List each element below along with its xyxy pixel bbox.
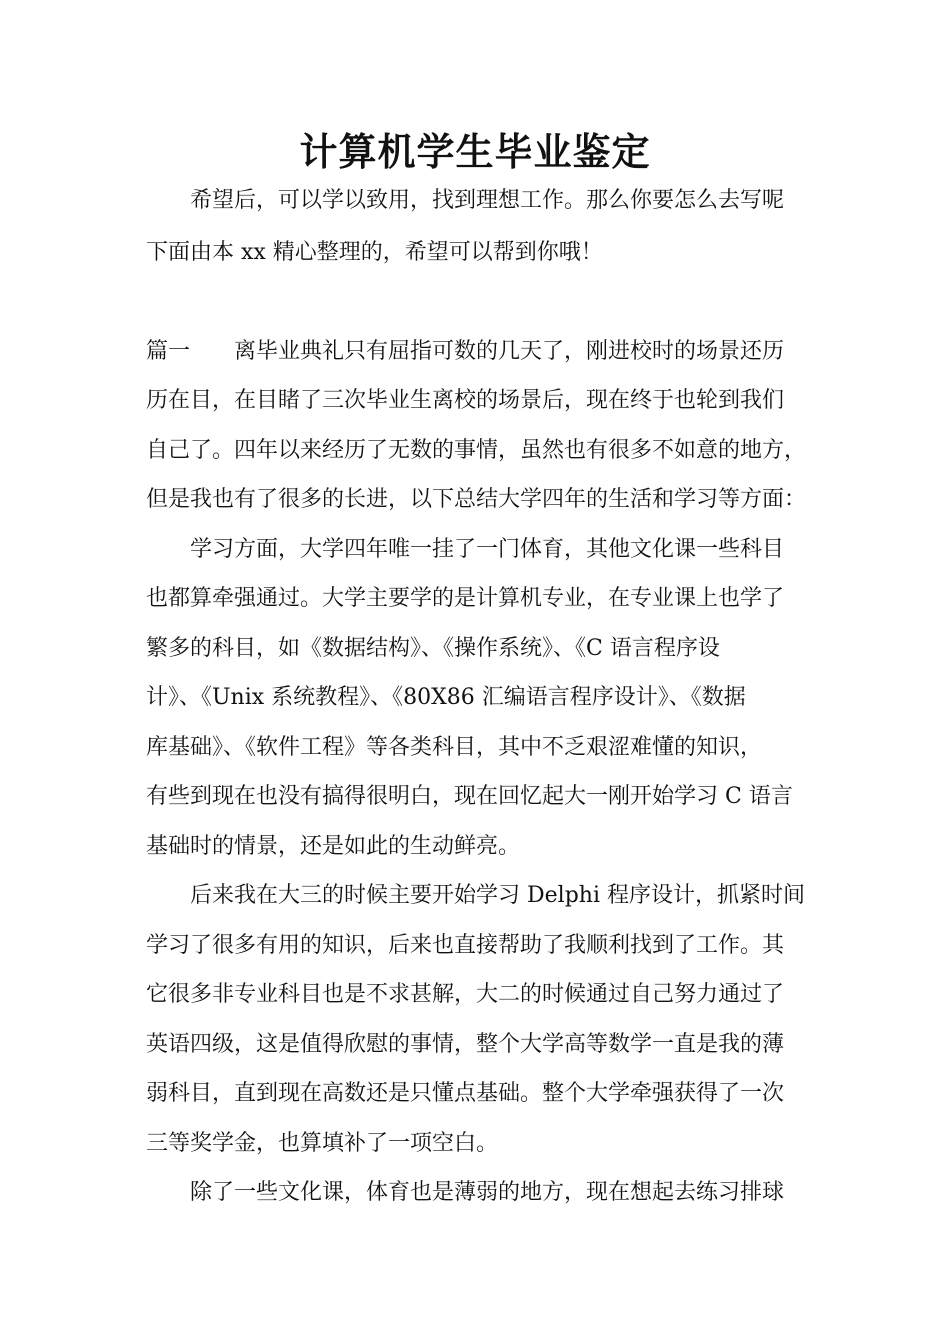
paragraph-line: 离毕业典礼只有屈指可数的几天了，刚进校时的场景还历 [234, 339, 785, 364]
paragraph-line: 学习方面，大学四年唯一挂了一门体育，其他文化课一些科目 [190, 537, 785, 562]
paragraph-line: 英语四级，这是值得欣慰的事情，整个大学高等数学一直是我的薄 [146, 1032, 785, 1057]
paragraph-line: 学习了很多有用的知识，后来也直接帮助了我顺利找到了工作。其 [146, 933, 785, 958]
paragraph-line: 弱科目，直到现在高数还是只懂点基础。整个大学牵强获得了一次 [146, 1081, 785, 1106]
paragraph-line: 后来我在大三的时候主要开始学习 Delphi 程序设计，抓紧时间 [190, 883, 805, 908]
paragraph-line: 历在目，在目睹了三次毕业生离校的场景后，现在终于也轮到我们 [146, 388, 785, 413]
section-label: 篇一 [146, 339, 191, 364]
paragraph-line: 三等奖学金，也算填补了一项空白。 [146, 1131, 499, 1156]
document-title: 计算机学生毕业鉴定 [299, 130, 651, 174]
paragraph-line: 除了一些文化课，体育也是薄弱的地方，现在想起去练习排球 [190, 1180, 785, 1205]
paragraph-line: 也都算牵强通过。大学主要学的是计算机专业，在专业课上也学了 [146, 586, 785, 611]
intro-line: 希望后，可以学以致用，找到理想工作。那么你要怎么去写呢 [190, 188, 785, 213]
paragraph-line: 基础时的情景，还是如此的生动鲜亮。 [146, 834, 521, 859]
paragraph-line: 它很多非专业科目也是不求甚解，大二的时候通过自己努力通过了 [146, 982, 785, 1007]
paragraph-line: 繁多的科目，如《数据结构》、《操作系统》、《C 语言程序设 [146, 636, 720, 661]
paragraph-line: 自己了。四年以来经历了无数的事情，虽然也有很多不如意的地方， [146, 438, 807, 463]
intro-line: 下面由本 xx 精心整理的，希望可以帮到你哦！ [146, 240, 603, 265]
section-first-line [146, 337, 784, 367]
paragraph-line: 但是我也有了很多的长进，以下总结大学四年的生活和学习等方面： [146, 487, 807, 512]
paragraph-line: 有些到现在也没有搞得很明白，现在回忆起大一刚开始学习 C 语言 [146, 784, 793, 809]
paragraph-line: 计》、《Unix 系统教程》、《80X86 汇编语言程序设计》、《数据 [146, 685, 746, 710]
paragraph-line: 库基础》、《软件工程》等各类科目，其中不乏艰涩难懂的知识， [146, 735, 763, 760]
